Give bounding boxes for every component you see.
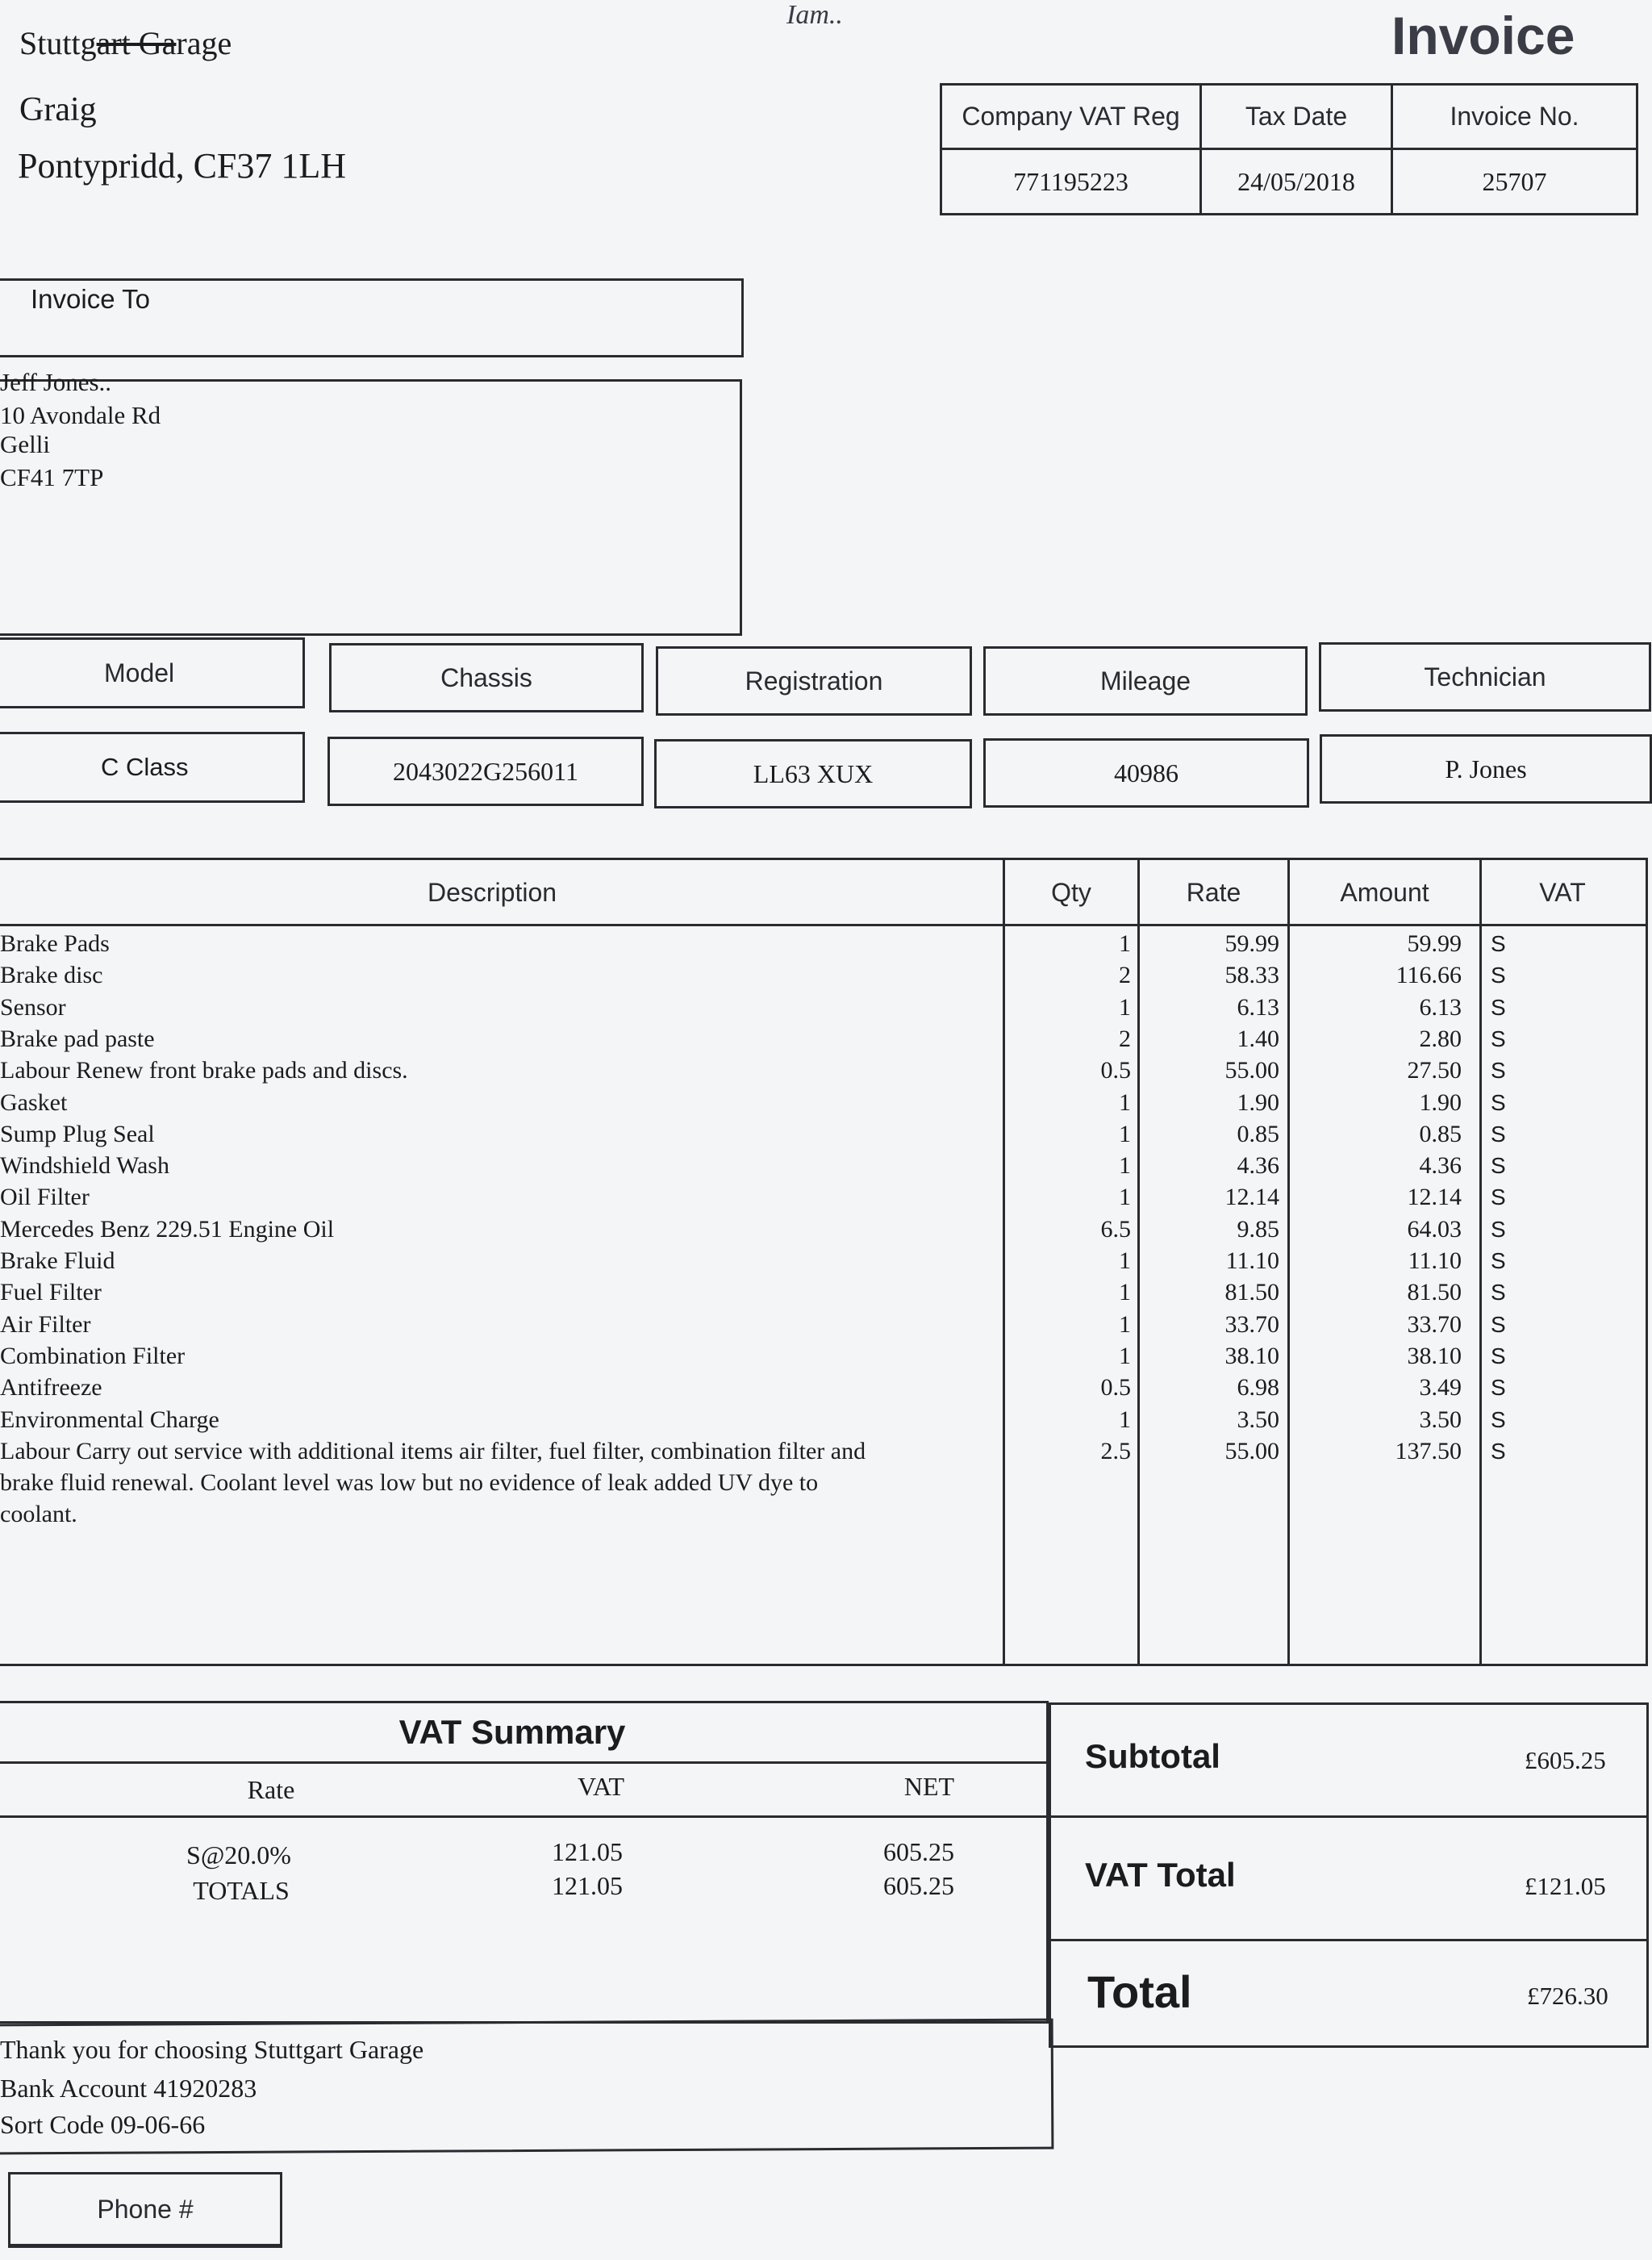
item-description: coolant. xyxy=(0,1501,77,1528)
item-qty: 1 xyxy=(1119,1342,1131,1369)
item-amount: 0.85 xyxy=(1419,1120,1462,1147)
item-rate: 38.10 xyxy=(1224,1342,1279,1369)
item-vat-code: S xyxy=(1491,994,1506,1020)
item-description: Brake Fluid xyxy=(0,1247,115,1274)
col-amount-header: Amount xyxy=(1340,877,1429,907)
item-vat-code: S xyxy=(1491,1406,1506,1432)
technician-value: P. Jones xyxy=(1320,734,1652,804)
item-amount: 137.50 xyxy=(1395,1437,1462,1464)
total-value: £726.30 xyxy=(1527,1982,1608,2010)
table-row xyxy=(0,1087,1646,1119)
invoice-title: Invoice xyxy=(1391,6,1575,65)
item-rate: 59.99 xyxy=(1224,930,1279,957)
table-row xyxy=(0,1023,1646,1055)
item-qty: 6.5 xyxy=(1100,1215,1131,1243)
item-rate: 58.33 xyxy=(1224,962,1279,989)
table-row xyxy=(0,1276,1646,1309)
vat-summary-totals-label: TOTALS xyxy=(193,1875,290,1905)
item-amount: 81.50 xyxy=(1407,1279,1462,1306)
col-vat-header: VAT xyxy=(1539,877,1586,907)
item-vat-code: S xyxy=(1491,1343,1506,1368)
item-qty: 1 xyxy=(1119,1120,1131,1147)
item-description: Brake Pads xyxy=(0,930,110,957)
item-rate: 33.70 xyxy=(1224,1310,1279,1338)
vat-summary-row1-vat: 121.05 xyxy=(552,1836,623,1866)
handwritten-scribble: Iam.. xyxy=(786,0,843,30)
item-description: Fuel Filter xyxy=(0,1279,102,1306)
vat-summary-totals-net: 605.25 xyxy=(883,1870,954,1900)
item-amount: 116.66 xyxy=(1395,962,1462,989)
mileage-label: Mileage xyxy=(983,646,1308,716)
item-description: Sump Plug Seal xyxy=(0,1120,155,1147)
col-rate-header: Rate xyxy=(1186,877,1241,907)
table-row xyxy=(0,1150,1646,1182)
mileage-value: 40986 xyxy=(983,738,1309,808)
item-amount: 2.80 xyxy=(1419,1025,1462,1052)
vat-summary-row1-net: 605.25 xyxy=(883,1836,954,1866)
item-qty: 1 xyxy=(1119,1406,1131,1433)
vat-summary-totals-vat: 121.05 xyxy=(552,1870,623,1900)
item-amount: 3.50 xyxy=(1419,1406,1462,1433)
model-label: Model xyxy=(0,637,305,708)
item-vat-code: S xyxy=(1491,1026,1506,1051)
item-amount: 11.10 xyxy=(1408,1247,1462,1274)
table-row xyxy=(0,1404,1646,1436)
item-description: Mercedes Benz 229.51 Engine Oil xyxy=(0,1215,335,1243)
item-vat-code: S xyxy=(1491,1153,1506,1179)
item-amount: 59.99 xyxy=(1407,930,1462,957)
table-row xyxy=(0,1340,1646,1372)
item-rate: 55.00 xyxy=(1224,1437,1279,1464)
item-description: Oil Filter xyxy=(0,1184,90,1211)
item-rate: 11.10 xyxy=(1225,1247,1279,1274)
item-qty: 1 xyxy=(1119,1184,1131,1211)
item-qty: 1 xyxy=(1119,1152,1131,1180)
item-vat-code: S xyxy=(1491,931,1506,956)
item-amount: 64.03 xyxy=(1407,1215,1462,1243)
items-body xyxy=(0,928,1646,1541)
item-rate: 55.00 xyxy=(1224,1057,1279,1084)
item-rate: 12.14 xyxy=(1224,1184,1279,1211)
item-vat-code: S xyxy=(1491,1438,1506,1464)
item-qty: 2 xyxy=(1119,962,1131,989)
item-amount: 6.13 xyxy=(1419,993,1462,1021)
item-description: Environmental Charge xyxy=(0,1406,219,1433)
table-row xyxy=(0,1055,1646,1087)
item-rate: 81.50 xyxy=(1224,1279,1279,1306)
item-rate: 1.90 xyxy=(1237,1088,1279,1116)
item-qty: 0.5 xyxy=(1100,1057,1131,1084)
vat-total-label: VAT Total xyxy=(1085,1856,1236,1894)
vat-total-value: £121.05 xyxy=(1525,1872,1606,1900)
item-amount: 3.49 xyxy=(1419,1374,1462,1402)
item-vat-code: S xyxy=(1491,1216,1506,1242)
item-vat-code: S xyxy=(1491,1184,1506,1210)
invoice-no-value: 25707 xyxy=(1482,166,1547,196)
model-value: C Class xyxy=(0,732,305,803)
customer-street: 10 Avondale Rd xyxy=(0,401,161,429)
table-row xyxy=(0,1245,1646,1277)
item-vat-code: S xyxy=(1491,1248,1506,1273)
vat-reg-label: Company VAT Reg xyxy=(962,102,1180,131)
thanks-text: Thank you for choosing Stuttgart Garage xyxy=(0,2035,424,2064)
company-name: Stuttgart Garage xyxy=(19,25,232,61)
table-row xyxy=(0,1309,1646,1341)
col-description-header: Description xyxy=(427,877,557,907)
item-qty: 1 xyxy=(1119,1088,1131,1116)
col-qty-header: Qty xyxy=(1051,877,1091,907)
item-qty: 1 xyxy=(1119,1247,1131,1274)
item-description: Windshield Wash xyxy=(0,1152,169,1180)
item-qty: 0.5 xyxy=(1100,1374,1131,1402)
company-address-line2: Pontypridd, CF37 1LH xyxy=(18,146,347,186)
item-amount: 27.50 xyxy=(1407,1057,1462,1084)
item-rate: 6.13 xyxy=(1237,993,1279,1021)
item-amount: 4.36 xyxy=(1419,1152,1462,1180)
registration-value: LL63 XUX xyxy=(654,739,972,808)
item-vat-code: S xyxy=(1491,1280,1506,1305)
table-row xyxy=(0,1214,1646,1246)
registration-label: Registration xyxy=(656,646,972,716)
item-description: Antifreeze xyxy=(0,1374,102,1402)
item-vat-code: S xyxy=(1491,1311,1506,1337)
item-qty: 1 xyxy=(1119,930,1131,957)
customer-town: Gelli xyxy=(0,430,50,458)
bank-account: Bank Account 41920283 xyxy=(0,2074,257,2103)
vat-summary-rate-label: Rate xyxy=(247,1774,295,1804)
item-description: brake fluid renewal. Coolant level was low but no evidence of leak added UV dye to xyxy=(0,1469,819,1497)
item-qty: 2.5 xyxy=(1100,1437,1131,1464)
vat-reg-value: 771195223 xyxy=(1013,166,1128,196)
tax-date-label: Tax Date xyxy=(1245,102,1348,131)
item-rate: 0.85 xyxy=(1237,1120,1279,1147)
table-row xyxy=(0,928,1646,960)
item-description: Sensor xyxy=(0,993,66,1021)
item-rate: 1.40 xyxy=(1237,1025,1279,1052)
vat-summary-net-label: NET xyxy=(903,1771,955,1801)
item-description: Labour Carry out service with additional items air filter, fuel filter, combination filter and xyxy=(0,1437,866,1464)
table-row xyxy=(0,1118,1646,1151)
item-qty: 1 xyxy=(1119,1279,1131,1306)
item-description: Air Filter xyxy=(0,1310,91,1338)
item-description: Brake pad paste xyxy=(0,1025,155,1052)
table-row xyxy=(0,1181,1646,1214)
item-rate: 3.50 xyxy=(1237,1406,1279,1433)
item-vat-code: S xyxy=(1491,1121,1506,1147)
item-qty: 1 xyxy=(1119,1310,1131,1338)
subtotal-label: Subtotal xyxy=(1085,1737,1220,1775)
sort-code: Sort Code 09-06-66 xyxy=(0,2110,206,2139)
customer-postcode: CF41 7TP xyxy=(0,463,104,491)
subtotal-value: £605.25 xyxy=(1525,1746,1606,1774)
company-address-line1: Graig xyxy=(19,91,97,128)
vat-summary-row1-rate: S@20.0% xyxy=(186,1840,291,1869)
technician-label: Technician xyxy=(1319,642,1651,712)
item-description: Labour Renew front brake pads and discs. xyxy=(0,1057,408,1084)
item-qty: 1 xyxy=(1119,993,1131,1021)
table-row xyxy=(0,1435,1646,1468)
item-rate: 9.85 xyxy=(1237,1215,1279,1243)
total-label: Total xyxy=(1087,1966,1192,2017)
table-row xyxy=(0,1498,1646,1531)
customer-name: Jeff Jones.. xyxy=(0,368,112,396)
item-description: Combination Filter xyxy=(0,1342,186,1369)
item-vat-code: S xyxy=(1491,1375,1506,1401)
item-vat-code: S xyxy=(1491,1089,1506,1115)
item-qty: 2 xyxy=(1119,1025,1131,1052)
item-description: Brake disc xyxy=(0,962,103,989)
invoice-to-label: Invoice To xyxy=(31,284,150,314)
table-row xyxy=(0,1467,1646,1499)
item-rate: 6.98 xyxy=(1237,1374,1279,1402)
chassis-label: Chassis xyxy=(329,643,644,712)
table-row xyxy=(0,959,1646,992)
item-amount: 38.10 xyxy=(1407,1342,1462,1369)
table-row xyxy=(0,992,1646,1024)
item-vat-code: S xyxy=(1491,1058,1506,1084)
vat-summary-title: VAT Summary xyxy=(398,1713,626,1751)
vat-summary-vat-label: VAT xyxy=(577,1771,625,1801)
item-description: Gasket xyxy=(0,1088,68,1116)
chassis-value: 2043022G256011 xyxy=(327,737,644,806)
item-amount: 33.70 xyxy=(1407,1310,1462,1338)
item-amount: 12.14 xyxy=(1407,1184,1462,1211)
table-row xyxy=(0,1372,1646,1404)
phone-label: Phone # xyxy=(8,2172,282,2246)
invoice-no-label: Invoice No. xyxy=(1450,102,1579,131)
item-amount: 1.90 xyxy=(1419,1088,1462,1116)
tax-date-value: 24/05/2018 xyxy=(1237,166,1355,196)
item-rate: 4.36 xyxy=(1237,1152,1279,1180)
item-vat-code: S xyxy=(1491,963,1506,988)
